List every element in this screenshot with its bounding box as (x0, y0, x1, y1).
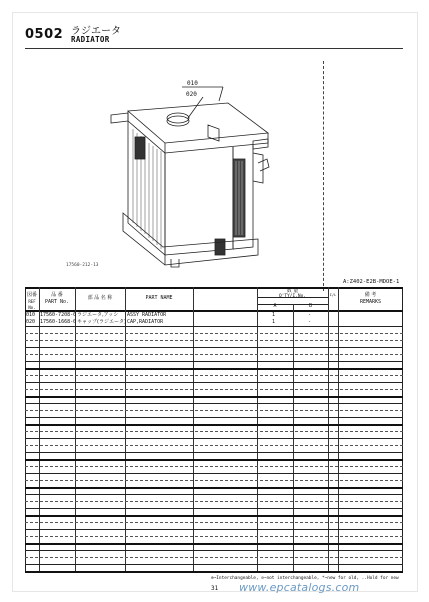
watermark: www.epcatalogs.com (239, 581, 360, 594)
header-col-b: B (308, 303, 312, 309)
row-rule (25, 417, 403, 418)
row-name-jp: キャップ(ラジエータ) (77, 319, 126, 325)
row-part-name: CAP,RADIATOR (127, 319, 164, 325)
row-rule (25, 354, 403, 355)
header-remarks-jp: 備 考 (364, 292, 377, 298)
row-rule (25, 347, 403, 348)
callout-020: 020 (186, 91, 197, 98)
section-number: 0502 (25, 27, 64, 42)
row-rule (25, 494, 403, 495)
row-rule (25, 361, 403, 362)
row-rule (25, 452, 403, 453)
row-ref: 010 (26, 312, 36, 318)
row-part-no: 17560-7208-0 (40, 312, 77, 318)
row-rule (25, 410, 403, 411)
row-rule (25, 557, 403, 558)
row-rule (25, 459, 403, 461)
row-qty-a: 1 (272, 312, 276, 318)
row-rule (25, 326, 403, 327)
row-rule (25, 340, 403, 341)
header-col-a: A (273, 303, 277, 309)
row-part-name: ASSY RADIATOR (127, 312, 167, 318)
header-remarks-en: REMARKS (359, 299, 382, 305)
row-rule (25, 536, 403, 537)
radiator-drawing (53, 63, 313, 278)
vertical-divider (323, 61, 324, 291)
row-rule (25, 403, 403, 404)
row-qty-a: 1 (272, 319, 276, 325)
row-rule (25, 522, 403, 523)
row-rule (25, 396, 403, 398)
row-part-no: 17560-1668-0 (40, 319, 77, 325)
header-part-no-en: PART No. (44, 299, 70, 305)
parts-table (25, 287, 403, 572)
row-rule (25, 445, 403, 446)
header-ref-en: REF No. (28, 299, 36, 310)
row-rule (25, 473, 403, 474)
row-rule (25, 382, 403, 383)
title-japanese: ラジエータ (71, 26, 121, 37)
row-qty-b: - (308, 319, 312, 325)
header-il: I/L (329, 293, 337, 297)
interchangeability-legend: ⊕~Interchangeable, ⊘~not interchangeable, *~new for old, ..Hold for new (211, 576, 399, 581)
header-ref-jp: 図番 (26, 292, 37, 298)
row-rule (25, 529, 403, 530)
row-rule (25, 550, 403, 551)
row-rule (25, 438, 403, 439)
row-rule (25, 564, 403, 565)
row-rule (25, 431, 403, 432)
row-rule (25, 466, 403, 467)
header-part-no-jp: 品 番 (51, 292, 63, 298)
row-rule (25, 368, 403, 370)
row-rule (25, 333, 403, 334)
header-rule (25, 48, 403, 49)
header-part-name: PART NAME (145, 295, 173, 301)
row-rule (25, 543, 403, 545)
row-ref: 020 (26, 319, 36, 325)
table-bottom-rule (25, 571, 403, 573)
header-qty-en: Q'TY/I.No. (278, 294, 307, 299)
row-rule (25, 508, 403, 509)
row-name-jp: ラジエータ,アッシ (77, 312, 119, 318)
row-rule (25, 515, 403, 517)
table-top-rule (25, 287, 403, 289)
row-rule (25, 487, 403, 489)
catalog-page (13, 13, 417, 594)
row-rule (25, 389, 403, 390)
row-rule (25, 501, 403, 502)
title-english: RADIATOR (71, 35, 110, 44)
header-qty-jp: 数 量 (286, 288, 299, 294)
drawing-code: 17560-212-13 (66, 263, 99, 268)
row-rule (25, 424, 403, 426)
model-code: A:Z402-E2B-MDOE-1 (343, 279, 400, 285)
page-number: 31 (211, 585, 219, 592)
callout-010: 010 (187, 80, 198, 87)
row-qty-b: - (308, 312, 312, 318)
header-name-jp: 部 品 名 称 (87, 295, 113, 301)
row-rule (25, 375, 403, 376)
row-rule (25, 480, 403, 481)
